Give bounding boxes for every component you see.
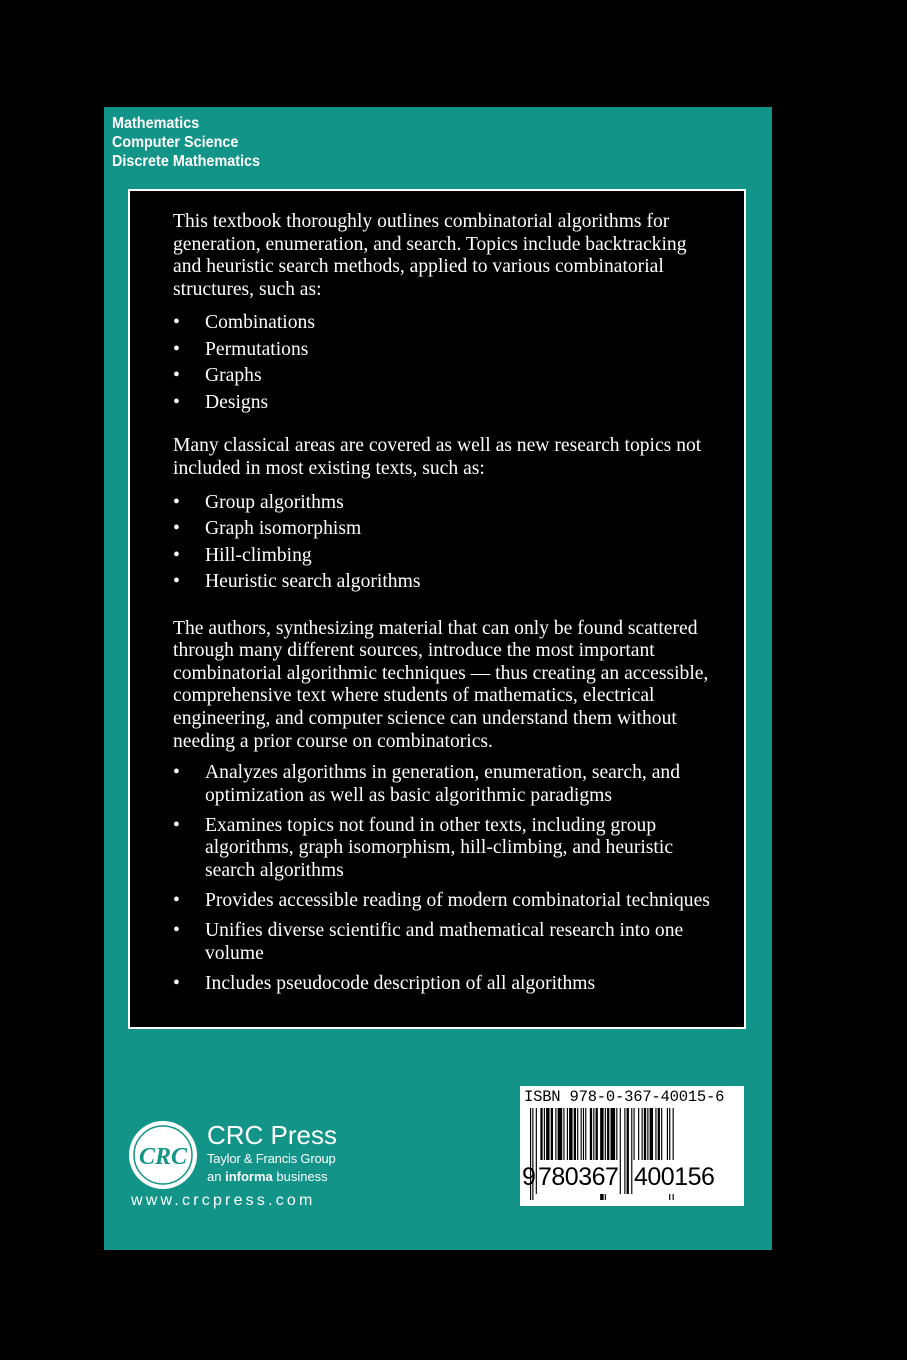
list-item: • Heuristic search algorithms: [173, 571, 421, 593]
isbn-label: ISBN 978-0-367-40015-6: [524, 1088, 725, 1106]
classical-paragraph: Many classical areas are covered as well as new research topics not included in most existing texts, such as:: [173, 435, 702, 479]
subject-categories: [112, 114, 260, 171]
list-item: • Hill-climbing: [173, 544, 312, 566]
features-list: [173, 762, 714, 995]
list-item: • Group algorithms: [173, 491, 344, 513]
subject-computer-science: Computer Science: [112, 134, 239, 151]
structures-list: [173, 310, 714, 416]
list-item: • Designs: [173, 391, 269, 413]
list-item: • Combinations: [173, 312, 315, 334]
subject-mathematics: Mathematics: [112, 115, 200, 132]
list-item: • Graph isomorphism: [173, 518, 362, 540]
list-item: • Permutations: [173, 338, 309, 360]
publisher-name: CRC Press: [207, 1120, 338, 1150]
svg-text:CRC: CRC: [138, 1144, 188, 1170]
barcode-first-digit: 9: [522, 1163, 536, 1191]
publisher-business: an informa business: [207, 1169, 328, 1184]
publisher-website: www.crcpress.com: [131, 1192, 316, 1209]
crc-logo-icon: [128, 1120, 198, 1190]
feature-item: • Analyzes algorithms in generation, enumeration, search, and optimization as well as basic algorithmic paradigms: [173, 762, 680, 806]
topics-list: [173, 490, 714, 596]
intro-paragraph: This textbook thoroughly outlines combinatorial algorithms for generation, enumeration, and search. Topics include backtracking and heuristic search methods, applied to various combinatorial structures, such as:: [173, 211, 687, 300]
feature-item: • Includes pseudocode description of all algorithms: [173, 972, 596, 994]
feature-item: • Provides accessible reading of modern combinatorial techniques: [173, 890, 710, 912]
feature-item: • Examines topics not found in other texts, including group algorithms, graph isomorphism, hill-climbing, and heuristic search algorithms: [173, 814, 674, 881]
isbn-barcode: [520, 1086, 744, 1206]
barcode-digits: [520, 1160, 744, 1194]
authors-paragraph: The authors, synthesizing material that can only be found scattered through many different sources, introduce the most important combinatorial algorithmic techniques — thus creating an accessible, comprehensive text where students of mathematics, electrical engineering, and computer science can understand them without needing a prior course on combinatorics.: [173, 617, 709, 752]
description-panel: [128, 189, 746, 1029]
barcode-digit-group-1: 780367: [537, 1160, 619, 1194]
barcode-digit-group-2: 400156: [633, 1160, 715, 1194]
subject-discrete-mathematics: Discrete Mathematics: [112, 153, 261, 170]
feature-item: • Unifies diverse scientific and mathematical research into one volume: [173, 920, 684, 964]
list-item: • Graphs: [173, 365, 262, 387]
publisher-group: Taylor & Francis Group: [207, 1151, 336, 1166]
publisher-info: [207, 1120, 337, 1186]
back-cover: [104, 107, 772, 1250]
